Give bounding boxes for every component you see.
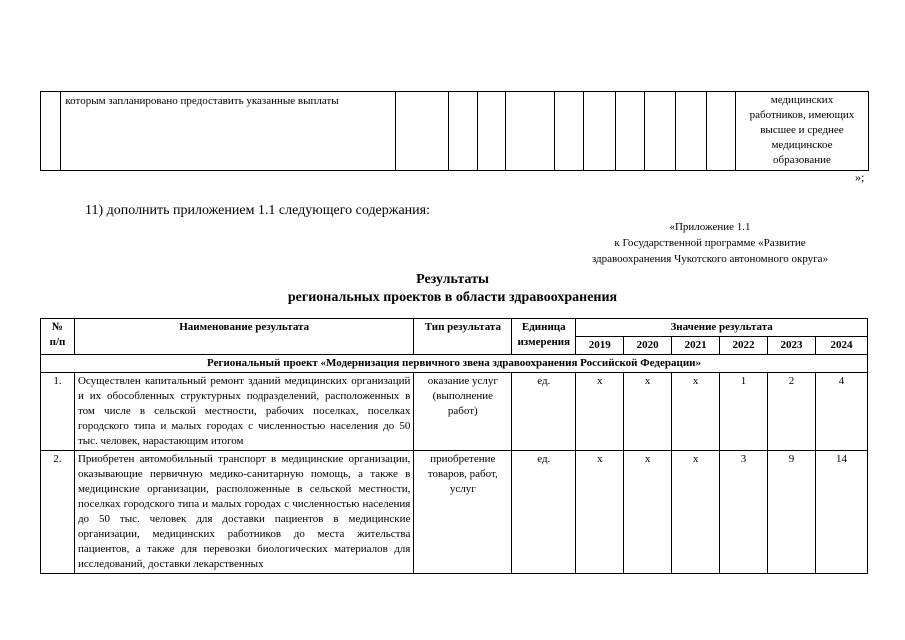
row-value: х xyxy=(624,451,672,574)
row-type: приобретение товаров, работ, услуг xyxy=(414,451,512,574)
row-value: 14 xyxy=(815,451,867,574)
row-text: которым запланировано предоставить указанные выплаты xyxy=(61,92,396,171)
section-row xyxy=(41,355,868,373)
header-row xyxy=(41,319,868,337)
row-unit: ед. xyxy=(512,451,576,574)
header-year: 2024 xyxy=(815,337,867,355)
row-num: 2. xyxy=(41,451,75,574)
header-name: Наименование результата xyxy=(74,319,413,355)
row-unit: ед. xyxy=(512,373,576,451)
appendix-reference: «Приложение 1.1 к Государственной программе «Развитие здравоохранения Чукотского автономного округа» xyxy=(591,221,829,265)
amendment-text: 11) дополнить приложением 1.1 следующего содержания: xyxy=(85,203,430,218)
table-row xyxy=(41,451,868,574)
header-year: 2019 xyxy=(576,337,624,355)
row-name: Осуществлен капитальный ремонт зданий медицинских организаций и их обособленных структурных подразделений, расположенных в том числе в сельской местности, рабочих поселках, поселках городского типа и малых городах с численностью населения до 50 тыс. человек, нарастающим итогом xyxy=(74,373,413,451)
row-value: х xyxy=(576,451,624,574)
header-year: 2022 xyxy=(720,337,768,355)
page-title: Результаты региональных проектов в области здравоохранения xyxy=(287,272,618,305)
header-year: 2021 xyxy=(672,337,720,355)
row-value: х xyxy=(576,373,624,451)
qualification-cell: медицинских работников, имеющих высшее и среднее медицинское образование xyxy=(735,92,868,171)
table-row xyxy=(41,92,869,171)
header-num: № п/п xyxy=(41,319,75,355)
header-unit: Единица измерения xyxy=(512,319,576,355)
row-value: 1 xyxy=(720,373,768,451)
table-row xyxy=(41,373,868,451)
header-year: 2020 xyxy=(624,337,672,355)
header-values: Значение результата xyxy=(576,319,868,337)
header-year: 2023 xyxy=(768,337,816,355)
results-table xyxy=(40,318,868,574)
row-value: 3 xyxy=(720,451,768,574)
continuation-table xyxy=(40,91,869,171)
row-value: х xyxy=(624,373,672,451)
closing-quote: »; xyxy=(855,170,865,184)
header-type: Тип результата xyxy=(414,319,512,355)
row-value: 2 xyxy=(768,373,816,451)
row-value: 4 xyxy=(815,373,867,451)
section-title: Региональный проект «Модернизация первичного звена здравоохранения Российской Федерации» xyxy=(41,355,868,373)
row-type: оказание услуг (выполнение работ) xyxy=(414,373,512,451)
row-name: Приобретен автомобильный транспорт в медицинские организации, оказывающие первичную медико-санитарную помощь, а также в медицинские организации, расположенные в сельской местности, поселках городского типа и малых городах с численностью населения до 50 тыс. человек для доставки пациентов в медицинские организации, медицинских работников до места жительства пациентов, а также для перевозки биологических материалов для исследований, доставки лекарственных xyxy=(74,451,413,574)
row-num: 1. xyxy=(41,373,75,451)
row-value: х xyxy=(672,373,720,451)
row-value: х xyxy=(672,451,720,574)
row-value: 9 xyxy=(768,451,816,574)
